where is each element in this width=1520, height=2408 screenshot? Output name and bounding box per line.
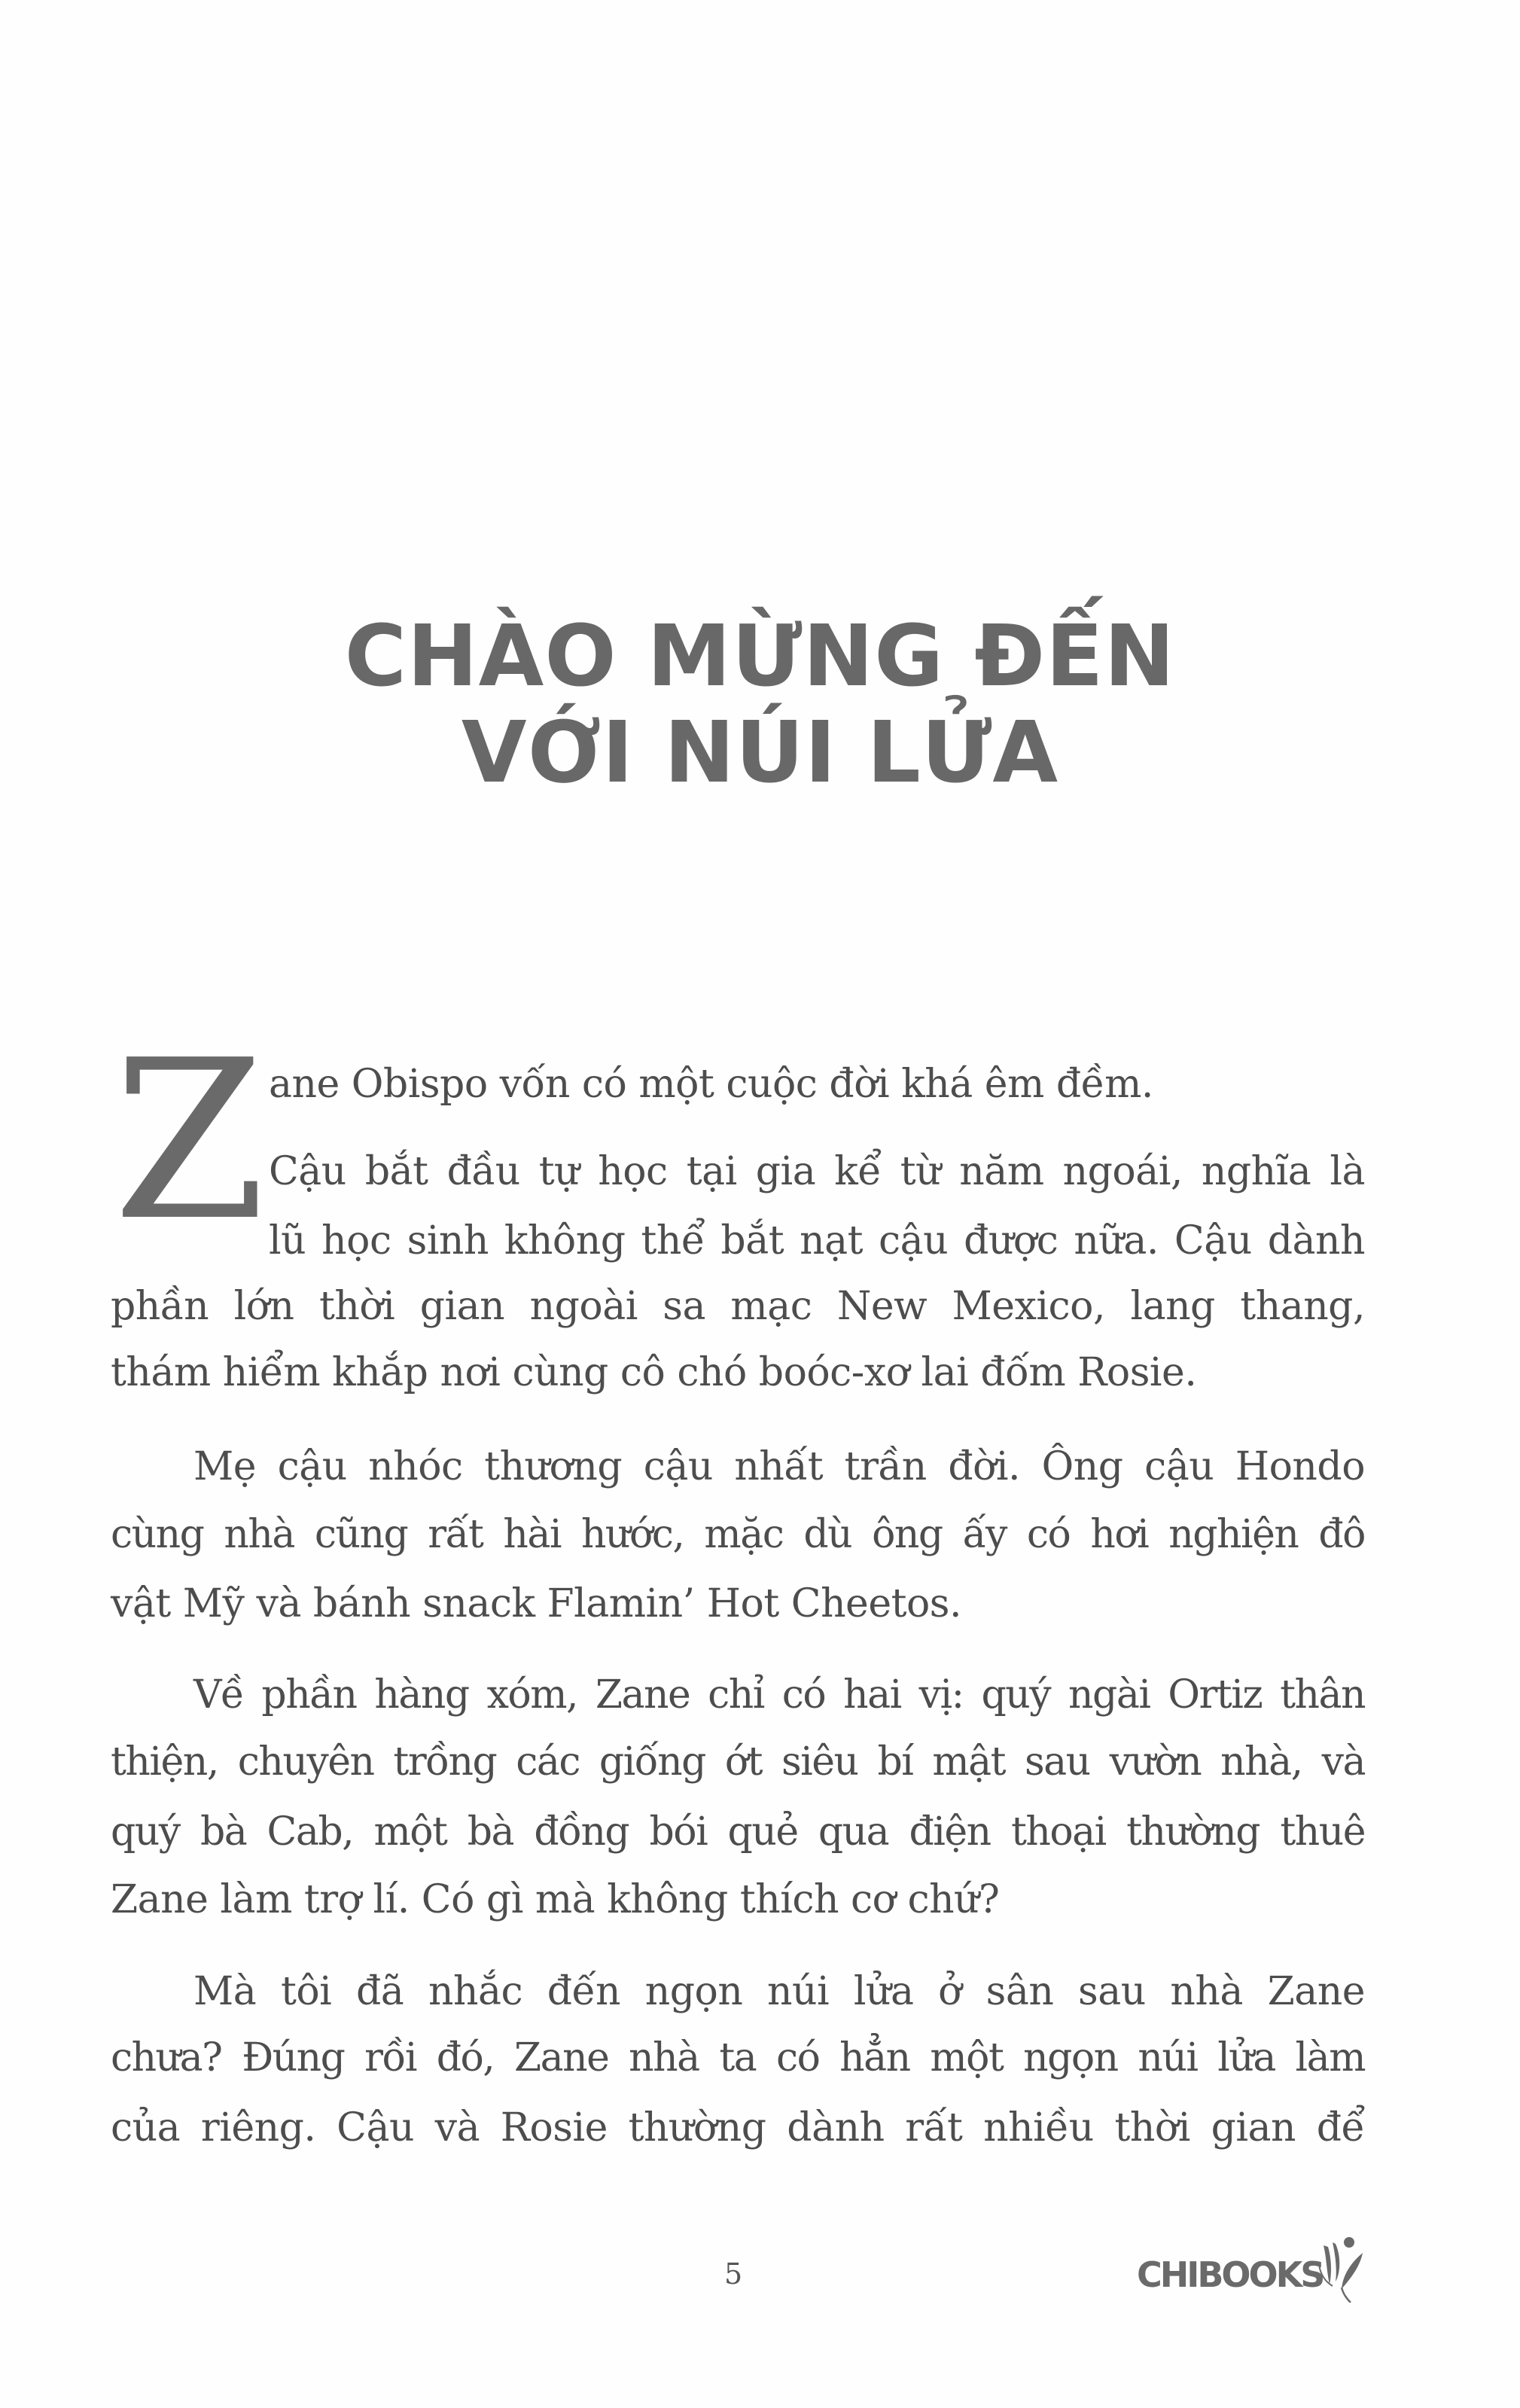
chapter-title	[0, 608, 1520, 801]
body-line: phần lớn thời gian ngoài sa mạc New Mexico, lang thang,	[111, 1284, 1365, 1329]
body-line: vật Mỹ và bánh snack Flamin’ Hot Cheetos.	[111, 1581, 962, 1626]
body-line: Mà tôi đã nhắc đến ngọn núi lửa ở sân sau nhà Zane	[193, 1969, 1365, 2014]
publisher-logo-text: CHIBOOKS	[1137, 2254, 1324, 2295]
body-line: Zane làm trợ lí. Có gì mà không thích cơ chứ?	[111, 1877, 1000, 1922]
body-line: Về phần hàng xóm, Zane chỉ có hai vị: quý ngài Ortiz thân	[193, 1672, 1365, 1718]
body-line: cùng nhà cũng rất hài hước, mặc dù ông ấy có hơi nghiện đô	[111, 1512, 1365, 1557]
body-line: của riêng. Cậu và Rosie thường dành rất nhiều thời gian để	[111, 2105, 1365, 2150]
body-line: chưa? Đúng rồi đó, Zane nhà ta có hẳn một ngọn núi lửa làm	[111, 2035, 1365, 2080]
body-line: ane Obispo vốn có một cuộc đời khá êm đềm.	[269, 1062, 1153, 1107]
leaf-figure-icon	[1316, 2235, 1369, 2303]
publisher-logo	[1137, 2235, 1370, 2303]
chapter-title-line-1: CHÀO MỪNG ĐẾN	[344, 608, 1176, 706]
drop-cap: Z	[113, 1013, 266, 1269]
body-line: Cậu bắt đầu tự học tại gia kể từ năm ngoái, nghĩa là	[269, 1149, 1365, 1194]
body-line: thám hiểm khắp nơi cùng cô chó boóc-xơ lai đốm Rosie.	[111, 1350, 1197, 1395]
body-line: lũ học sinh không thể bắt nạt cậu được nữa. Cậu dành	[269, 1218, 1365, 1263]
page-number: 5	[724, 2257, 743, 2291]
body-line: Mẹ cậu nhóc thương cậu nhất trần đời. Ông cậu Hondo	[193, 1444, 1365, 1489]
chapter-title-line-2: VỚI NÚI LỬA	[461, 704, 1059, 802]
body-line: thiện, chuyên trồng các giống ớt siêu bí mật sau vườn nhà, và	[111, 1739, 1365, 1785]
body-line: quý bà Cab, một bà đồng bói quẻ qua điện thoại thường thuê	[111, 1809, 1365, 1855]
